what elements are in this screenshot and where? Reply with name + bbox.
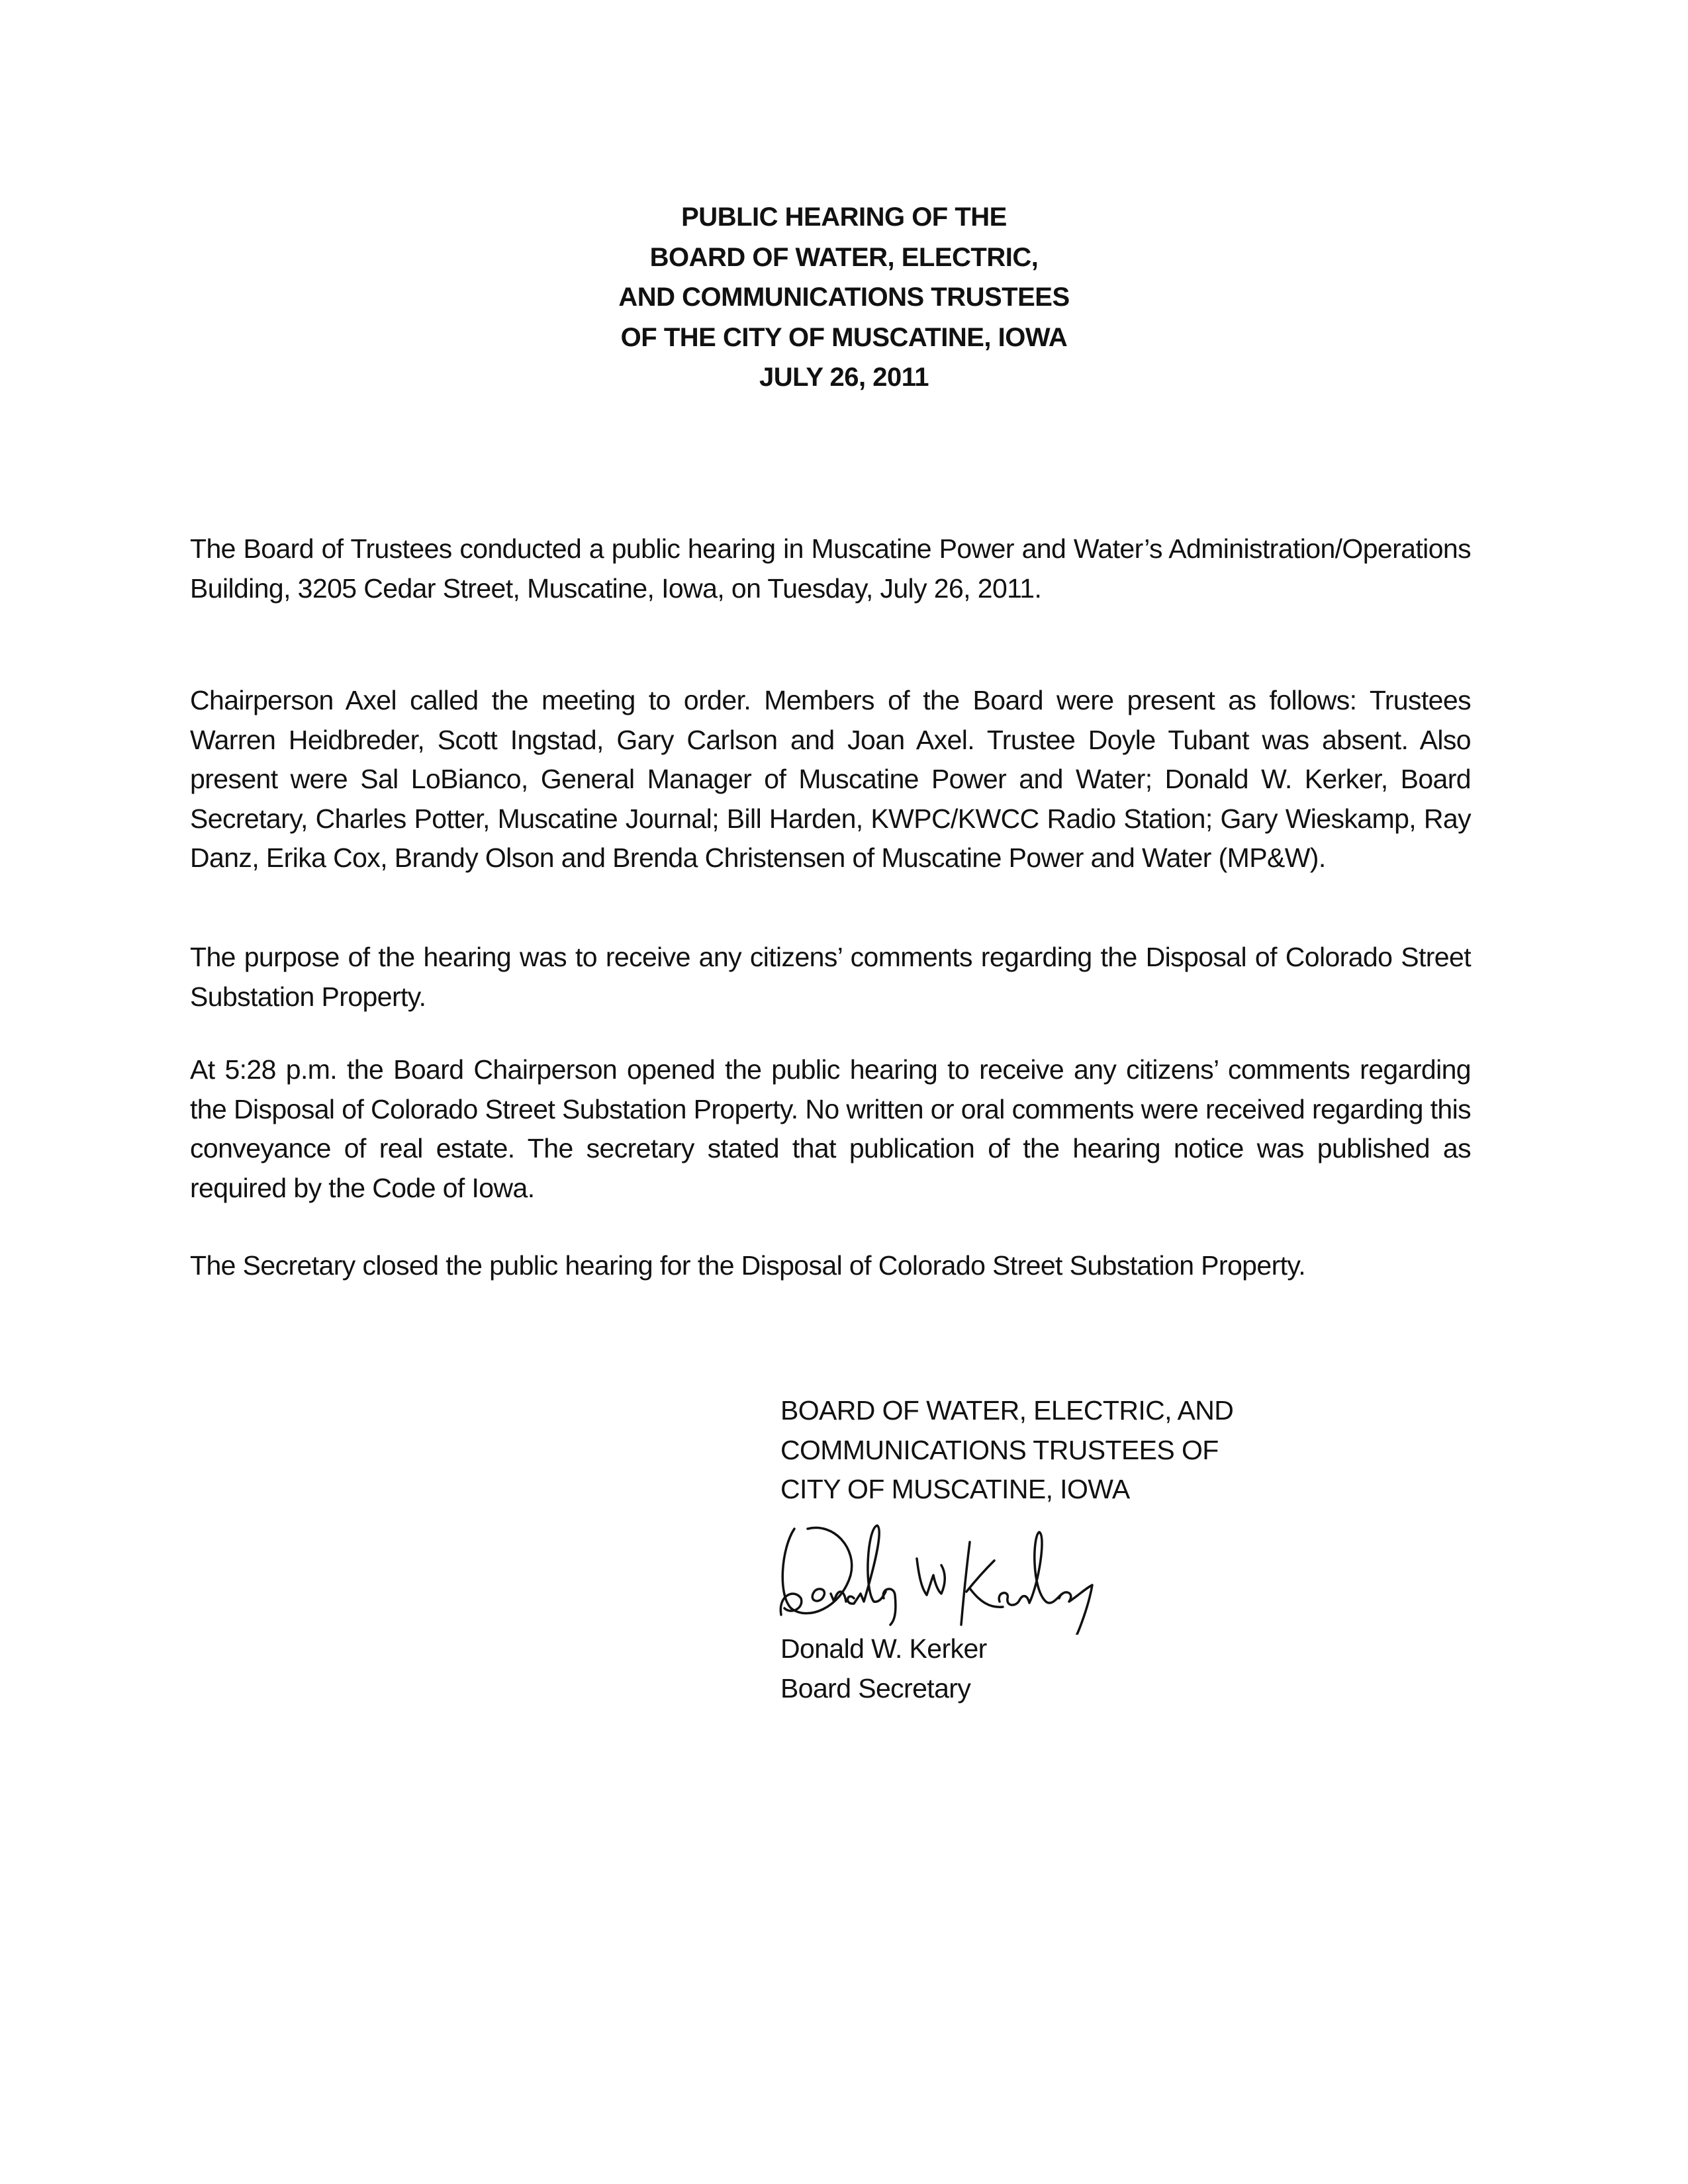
paragraph-location: The Board of Trustees conducted a public hearing in Muscatine Power and Water’s Administration/Operations Building, 3205 Cedar Street, Muscatine, Iowa, on Tuesday, July 26, 2011. <box>190 533 1471 604</box>
org-line: COMMUNICATIONS TRUSTEES OF <box>780 1434 1219 1465</box>
title-line: OF THE CITY OF MUSCATINE, IOWA <box>620 322 1068 352</box>
title-line: BOARD OF WATER, ELECTRIC, <box>649 242 1039 272</box>
title-line: PUBLIC HEARING OF THE <box>681 203 1007 232</box>
paragraph-hearing-opened: At 5:28 p.m. the Board Chairperson opened the public hearing to receive any citizens’ comments regarding the Disposal of Colorado Street Substation Property. No written or oral comments were received regarding this conveyance of real estate. The secretary stated that publication of the hearing notice was published as required by the Code of Iowa. <box>190 1054 1471 1203</box>
org-line: CITY OF MUSCATINE, IOWA <box>780 1474 1130 1504</box>
document-title <box>0 197 1688 398</box>
signatory-title: Board Secretary <box>780 1672 971 1704</box>
signatory-name: Donald W. Kerker <box>780 1633 987 1664</box>
title-date: JULY 26, 2011 <box>759 363 929 392</box>
paragraph-hearing-closed: The Secretary closed the public hearing for the Disposal of Colorado Street Substation Property. <box>190 1250 1306 1281</box>
signature-org <box>780 1391 1233 1510</box>
signatory <box>780 1629 987 1708</box>
handwritten-signature <box>768 1509 1297 1635</box>
paragraph-attendance: Chairperson Axel called the meeting to order. Members of the Board were present as follows: Trustees Warren Heidbreder, Scott Ingstad, Gary Carlson and Joan Axel. Trustee Doyle Tubant was absent. Also present were Sal LoBianco, General Manager of Muscatine Power and Water; Donald W. Kerker, Board Secretary, Charles Potter, Muscatine Journal; Bill Harden, KWPC/KWCC Radio Station; Gary Wieskamp, Ray Danz, Erika Cox, Brandy Olson and Brenda Christensen of Muscatine Power and Water (MP&W). <box>190 685 1471 873</box>
org-line: BOARD OF WATER, ELECTRIC, AND <box>780 1395 1234 1426</box>
title-line: AND COMMUNICATIONS TRUSTEES <box>618 283 1070 312</box>
paragraph-purpose: The purpose of the hearing was to receive any citizens’ comments regarding the Disposal of Colorado Street Substation Property. <box>190 942 1471 1012</box>
